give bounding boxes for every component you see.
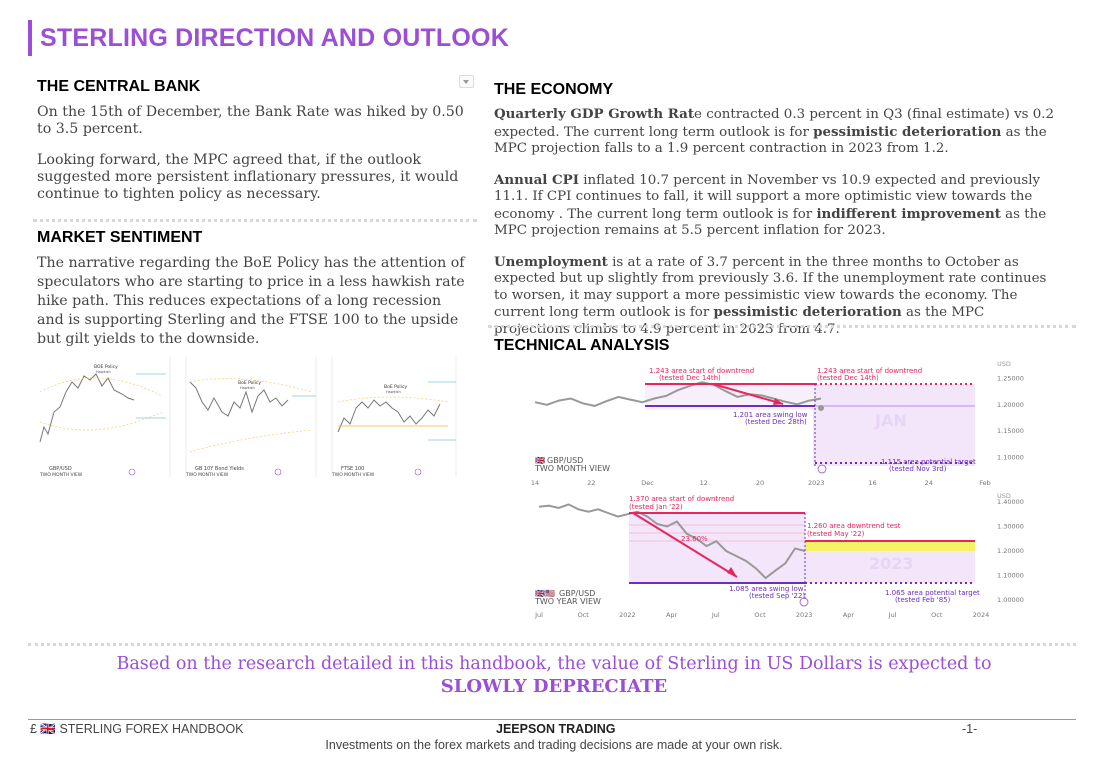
annotation-downtrend-start: 1.243 area start of downtrend	[649, 367, 755, 375]
market-sentiment-heading: MARKET SENTIMENT	[37, 229, 203, 246]
y-tick-label: 1.30000	[997, 522, 1024, 531]
y-tick-label: 1.10000	[997, 453, 1024, 462]
annotation-potential-target-date: (tested Nov 3rd)	[889, 465, 947, 473]
mini-chart-policy-sub: Hawkish	[240, 386, 255, 390]
unemployment-outlook: pessimistic deterioration	[713, 304, 902, 320]
mini-chart-policy: BoE Policy	[238, 381, 262, 386]
market-sentiment-paragraph: The narrative regarding the BoE Policy has the attention of speculators who are starting to price in a less hawkish rate hike path. This reduces expectations of a long recession and is supporting Sterling and the FTSE 100 to the upside but gilt yields to the downside.	[37, 255, 465, 347]
annotation-swing-low: 1.085 area swing low	[729, 585, 804, 593]
market-sentiment-section	[37, 229, 467, 349]
last-price-dot	[818, 405, 824, 411]
gdp-tail: as the MPC projection falls to a 1.9 percent contraction in 2023 from 1.2.	[494, 124, 1047, 156]
x-tick-label: 22	[587, 479, 596, 487]
cpi-label: Annual CPI	[494, 171, 580, 188]
annotation-swing-low-date: (tested Dec 28th)	[745, 418, 807, 426]
x-tick-label: Apr	[665, 611, 678, 619]
x-tick-label: 14	[530, 479, 540, 487]
chart-view-label: TWO YEAR VIEW	[535, 597, 601, 606]
annotation-potential-target: 1.115 area potential target	[881, 458, 976, 466]
currency-label: USD	[997, 492, 1011, 500]
forecast-shade-label: 2023	[869, 554, 914, 573]
unemployment-tail: as the MPC projections climbs to 4.9 percent in 2023 from 4.7.	[494, 305, 985, 337]
y-tick-label: 1.15000	[997, 427, 1024, 436]
chart-pair-label: GBP/USD	[559, 589, 596, 598]
x-tick-label: 2023	[807, 479, 825, 487]
page-title: STERLING DIRECTION AND OUTLOOK	[40, 24, 509, 52]
mini-chart-view: TWO MONTH VIEW	[186, 473, 229, 478]
mini-chart-pair: GBP/USD	[49, 466, 72, 472]
uk-us-flag-icon: 🇬🇧	[535, 456, 545, 465]
x-tick-label: Apr	[842, 611, 855, 619]
mini-chart-ftse100	[328, 352, 474, 484]
annotation-downtrend-date: (tested Dec 14th)	[659, 374, 721, 382]
cpi-outlook: indifferent improvement	[816, 205, 1001, 222]
mini-chart-pair: GB 10Y Bond Yields	[195, 466, 244, 472]
x-tick-label: Oct	[754, 611, 766, 619]
conclusion-verdict: SLOWLY DEPRECIATE	[440, 676, 668, 697]
cpi-text: inflated 10.7 percent in November vs 10.9 expected and previously 11.1. If CPI continues to fall, it will support a more optimistic view towards the economy . The current long term outlook is for	[494, 172, 1041, 222]
x-tick-label: Jul	[711, 611, 720, 619]
y-tick-label: 1.20000	[997, 400, 1024, 409]
annotation-downtrend-test-date: (tested May '22)	[807, 530, 865, 538]
central-bank-paragraph-2: Looking forward, the MPC agreed that, if the outlook suggested more persistent inflationary pressures, it would continue to tighten policy as necessary.	[37, 152, 459, 202]
economy-heading: THE ECONOMY	[494, 81, 614, 98]
annotation-swing-low-date: (tested Sep '22)	[749, 592, 806, 600]
footer-divider	[28, 719, 1076, 720]
x-tick-label: 24	[924, 479, 933, 487]
central-bank-heading: THE CENTRAL BANK	[37, 78, 201, 95]
cpi-tail: as the MPC projection remains at 5.5 percent inflation for 2023.	[494, 206, 1047, 238]
annotation-swing-low: 1.201 area swing low	[733, 411, 808, 419]
x-tick-label: 2022	[619, 611, 636, 619]
mini-chart-policy: BoE Policy	[384, 385, 408, 390]
uk-us-flag-icon: 🇬🇧🇺🇸	[535, 589, 555, 598]
gbpusd-two-month-chart	[530, 358, 1024, 490]
annotation-downtrend-start-2: 1.243 area start of downtrend	[817, 367, 923, 375]
central-bank-section	[37, 78, 477, 203]
economy-cpi-paragraph	[494, 172, 1064, 240]
x-tick-label: 20	[755, 479, 765, 487]
mini-chart-policy: BOE Policy	[94, 365, 118, 370]
y-tick-label: 1.10000	[997, 571, 1024, 580]
resistance-band	[805, 541, 975, 551]
annotation-downtrend-test: 1.260 area downtrend test	[807, 522, 901, 530]
annotation-downtrend-date-2: (tested Dec 14th)	[817, 374, 879, 382]
y-tick-label: 1.20000	[997, 547, 1024, 555]
x-tick-label: 16	[868, 479, 877, 487]
section-divider	[28, 643, 1076, 646]
annotation-potential-target: 1.065 area potential target	[885, 589, 980, 597]
forecast-shade-label: JAN	[875, 411, 907, 430]
x-tick-label: Feb	[979, 479, 991, 487]
gdp-text: e contracted 0.3 percent in Q3 (final estimate) vs 0.2 expected. The current long term outlook is for	[494, 107, 1055, 140]
x-tick-label: Jul	[888, 611, 897, 619]
x-tick-label: 12	[699, 479, 708, 487]
technical-analysis-heading: TECHNICAL ANALYSIS	[494, 337, 670, 354]
economy-gdp-paragraph	[494, 106, 1064, 158]
central-bank-paragraph-1: On the 15th of December, the Bank Rate was hiked by 0.50 to 3.5 percent.	[37, 104, 464, 137]
mini-chart-view: TWO MONTH VIEW	[40, 473, 83, 478]
sentiment-charts	[36, 352, 476, 486]
annotation-downtrend-start: 1.370 area start of downtrend	[629, 495, 735, 503]
bank-marker-icon	[818, 465, 826, 473]
y-tick-label: 1.00000	[997, 596, 1024, 605]
mini-chart-policy-sub: Hawkish	[96, 370, 111, 374]
gdp-label: Quarterly GDP Growth Rat	[494, 106, 695, 122]
footer-disclaimer: Investments on the forex markets and trading decisions are made at your own risk.	[325, 738, 783, 752]
unemployment-text: is at a rate of 3.7 percent in the three months to October as expected but up slightly from previously 3.6. If the unemployment rate continues to worsen, it may support a more pessimistic view towards the economy. The current long term outlook is for	[494, 254, 1047, 320]
currency-label: USD	[997, 360, 1011, 368]
gdp-outlook: pessimistic deterioration	[813, 123, 1002, 140]
economy-section	[494, 81, 1064, 338]
section-divider	[488, 325, 1076, 328]
gbpusd-two-year-chart	[533, 491, 1023, 621]
footer-handbook-title: £ 🇬🇧 STERLING FOREX HANDBOOK	[30, 722, 244, 736]
x-tick-label: Oct	[577, 611, 589, 619]
title-accent-bar	[28, 20, 32, 56]
fib-label: 23.60%	[681, 535, 708, 543]
chart-view-label: TWO MONTH VIEW	[535, 464, 611, 473]
mini-chart-view: TWO MONTH VIEW	[332, 473, 375, 478]
y-tick-label: 1.40000	[997, 497, 1024, 506]
unemployment-label: Unemployment	[494, 253, 608, 270]
chart-pair-label: GBP/USD	[547, 456, 584, 465]
x-tick-label: Jul	[535, 611, 543, 619]
mini-chart-gb10y	[182, 352, 328, 484]
x-tick-label: 2024	[972, 611, 990, 619]
mini-chart-policy-sub: Hawkish	[386, 390, 401, 394]
x-tick-label: 2023	[795, 611, 813, 619]
y-tick-label: 1.25000	[997, 374, 1024, 383]
collapse-toggle-icon[interactable]	[459, 75, 474, 88]
mini-chart-pair: FTSE 100	[341, 466, 365, 472]
annotation-downtrend-date: (tested Jan '22)	[629, 503, 683, 511]
x-tick-label: Oct	[931, 611, 943, 619]
conclusion-text: Based on the research detailed in this handbook, the value of Sterling in US Dollars is expected to	[116, 654, 992, 674]
footer-page-number: -1-	[962, 722, 978, 736]
x-tick-label: Dec	[641, 479, 654, 487]
mini-chart-gbpusd	[36, 352, 182, 484]
technical-analysis-section	[494, 337, 894, 355]
section-divider	[33, 219, 477, 222]
annotation-potential-target-date: (tested Feb '85)	[895, 596, 951, 604]
footer-brand: JEEPSON TRADING	[496, 722, 616, 736]
